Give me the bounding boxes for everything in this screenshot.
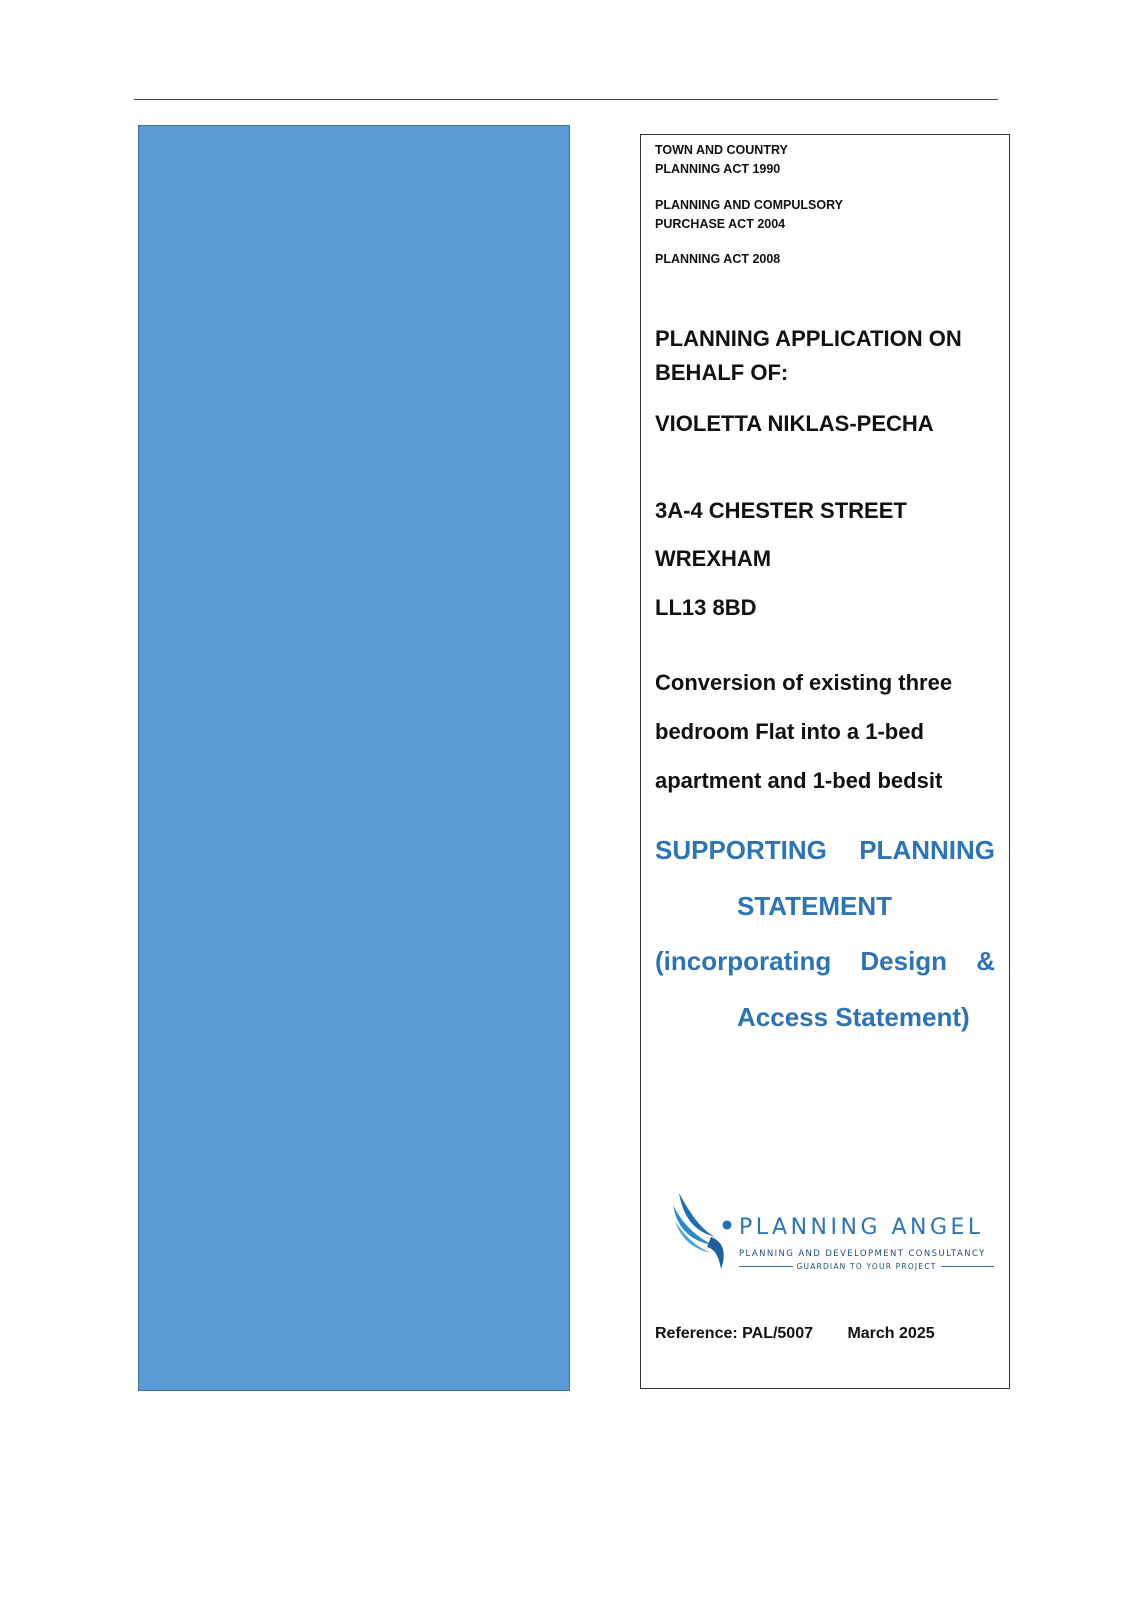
logo-name: PLANNING ANGEL xyxy=(739,1215,984,1240)
angel-wing-icon xyxy=(671,1191,735,1281)
statement-line2: STATEMENT xyxy=(737,891,893,921)
applicant-name: VIOLETTA NIKLAS-PECHA xyxy=(655,411,934,436)
address-postcode: LL13 8BD xyxy=(655,595,757,620)
address-street: 3A-4 CHESTER STREET xyxy=(655,498,907,523)
proposal-line3: apartment and 1-bed bedsit xyxy=(655,768,943,793)
act-line: PLANNING AND COMPULSORY xyxy=(655,198,843,212)
statement-word: PLANNING xyxy=(859,835,995,865)
logo-subtitle: PLANNING AND DEVELOPMENT CONSULTANCY xyxy=(739,1249,986,1259)
act-2008 xyxy=(655,250,780,269)
logo-rule xyxy=(941,1266,995,1267)
act-line: PLANNING ACT 1990 xyxy=(655,162,781,176)
statement-word: Design xyxy=(860,946,948,976)
act-1990 xyxy=(655,141,788,179)
address-town: WREXHAM xyxy=(655,546,772,571)
reference-number: Reference: PAL/5007 xyxy=(655,1325,813,1342)
cover-footer xyxy=(655,1325,935,1343)
cover-info-box xyxy=(640,134,1010,1389)
logo-tagline-row xyxy=(739,1262,994,1271)
logo-rule xyxy=(739,1266,793,1267)
act-2004 xyxy=(655,196,843,234)
logo-tagline: GUARDIAN TO YOUR PROJECT xyxy=(796,1262,937,1271)
statement-line1 xyxy=(655,835,995,866)
application-heading-line1: PLANNING APPLICATION ON xyxy=(655,326,962,351)
proposal-line1: Conversion of existing three xyxy=(655,670,953,695)
planning-angel-logo xyxy=(671,1185,1001,1285)
act-line: PLANNING ACT 2008 xyxy=(655,252,781,266)
statement-line4: Access Statement) xyxy=(737,1002,970,1032)
header-rule xyxy=(134,99,998,100)
statement-word: SUPPORTING xyxy=(655,835,827,865)
statement-word: (incorporating xyxy=(655,946,832,976)
application-heading-line2: BEHALF OF: xyxy=(655,360,789,385)
statement-word: & xyxy=(976,946,995,976)
act-line: PURCHASE ACT 2004 xyxy=(655,217,786,231)
document-date: March 2025 xyxy=(847,1325,935,1342)
proposal-line2: bedroom Flat into a 1-bed xyxy=(655,719,924,744)
statement-line3 xyxy=(655,946,995,977)
act-line: TOWN AND COUNTRY xyxy=(655,143,788,157)
cover-color-panel xyxy=(138,125,570,1391)
